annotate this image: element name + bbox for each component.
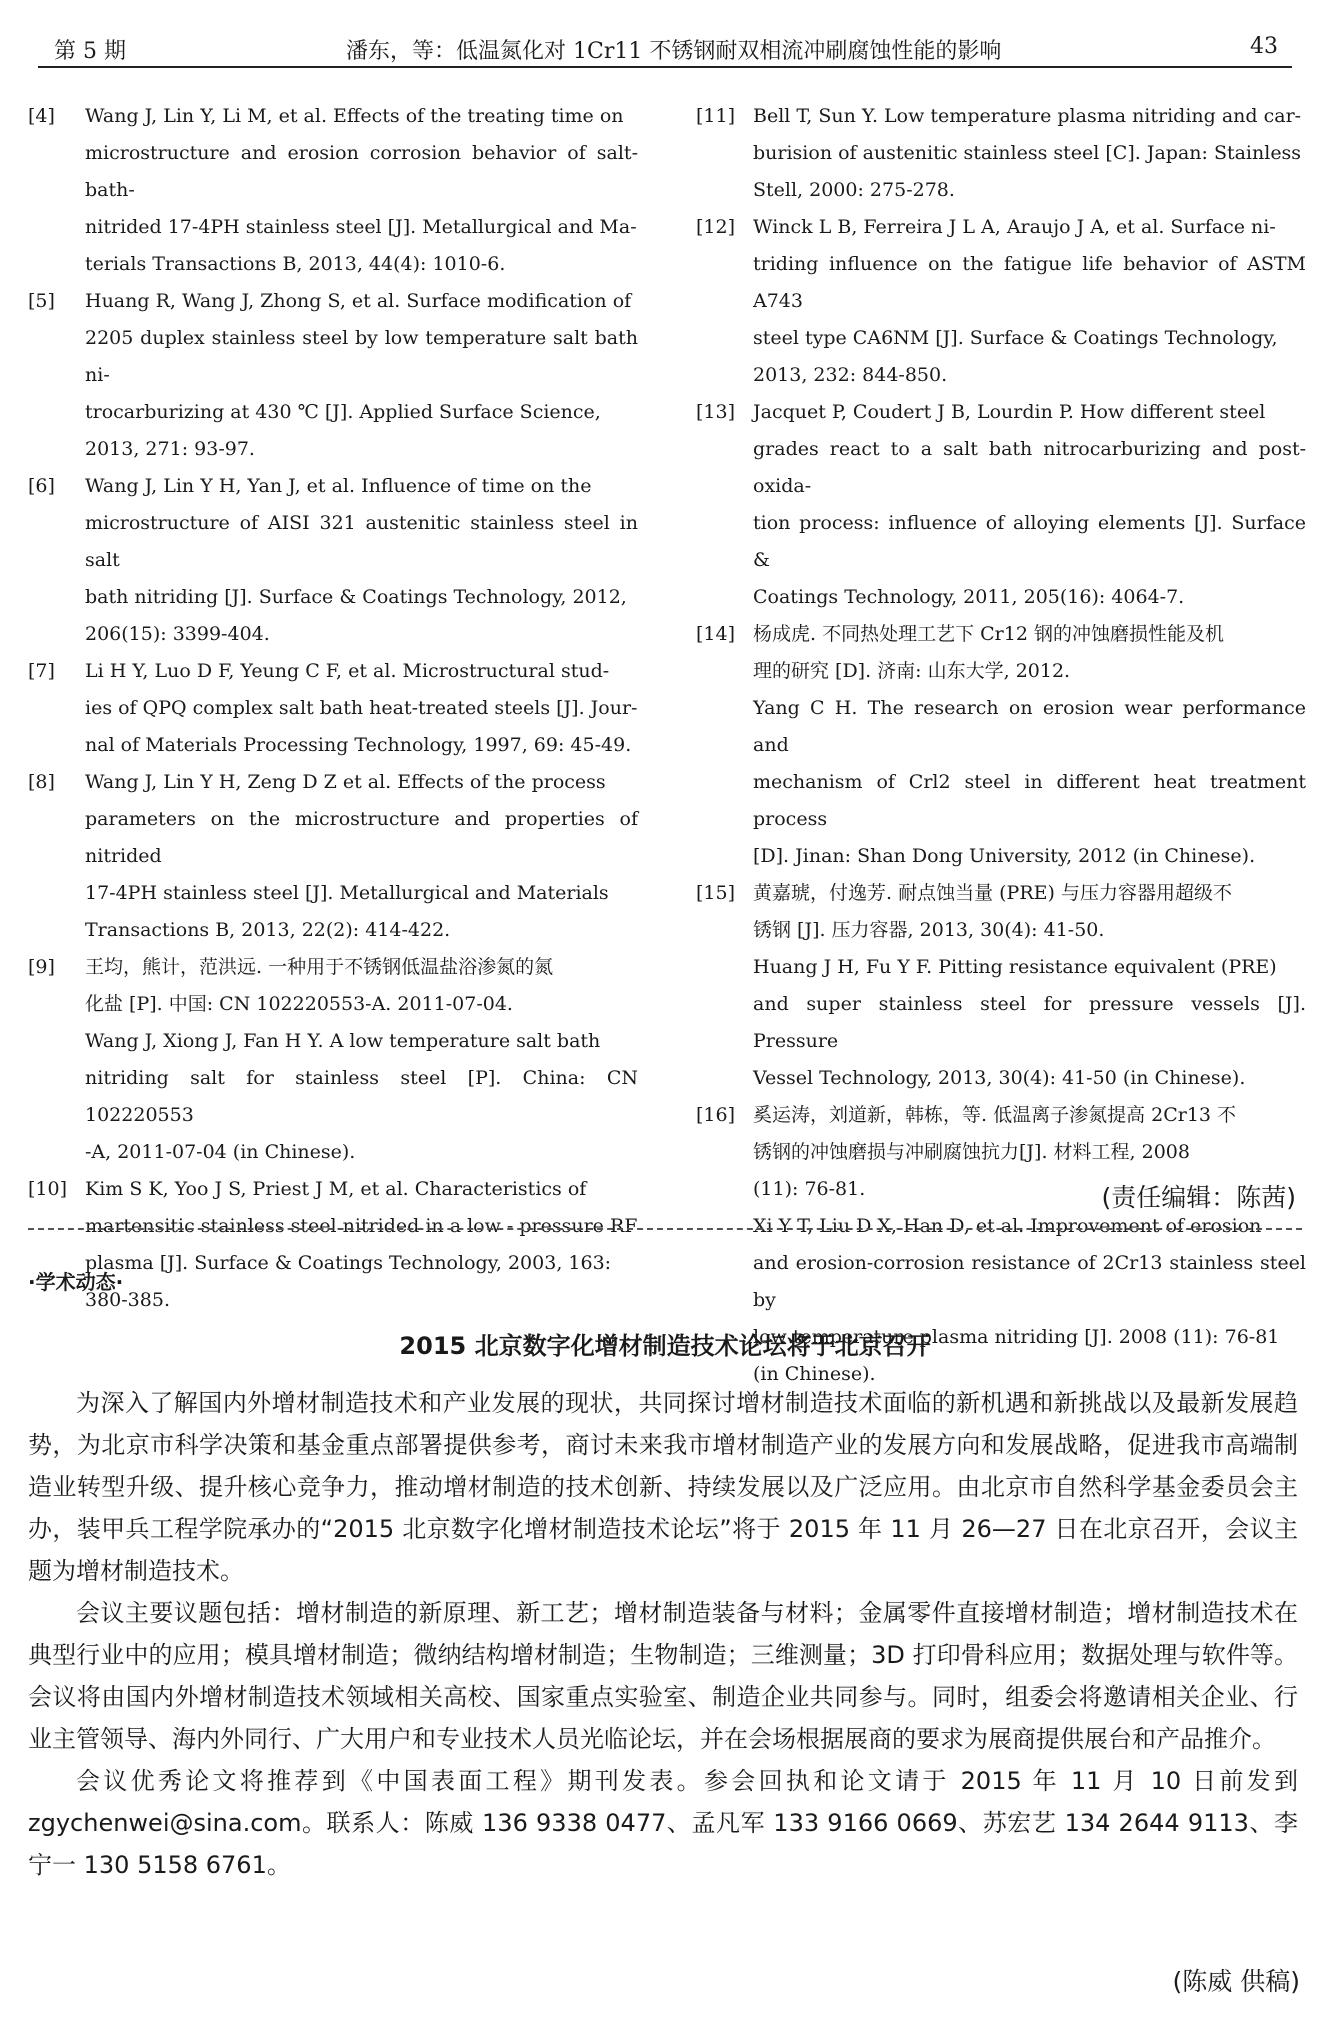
reference-line: terials Transactions B, 2013, 44(4): 1010-6. (85, 253, 506, 275)
reference-text (753, 394, 1306, 616)
reference-text (85, 764, 638, 949)
reference-line: microstructure and erosion corrosion behavior of salt-bath- (85, 142, 638, 201)
reference-line: (in Chinese). (753, 1363, 876, 1385)
reference-line: trocarburizing at 430 ℃ [J]. Applied Surface Science, (85, 401, 601, 423)
news-paragraph: 为深入了解国内外增材制造技术和产业发展的现状，共同探讨增材制造技术面临的新机遇和新挑战以及最新发展趋势，为北京市科学决策和基金重点部署提供参考，商讨未来我市增材制造产业的发展方向和发展战略，促进我市高端制造业转型升级、提升核心竞争力，推动增材制造的技术创新、持续发展以及广泛应用。由北京市自然科学基金委员会主办，装甲兵工程学院承办的“2015 北京数字化增材制造技术论坛”将于 2015 年 11 月 26—27 日在北京召开，会议主题为增材制造技术。 (28, 1389, 1298, 1585)
reference-line: Li H Y, Luo D F, Yeung C F, et al. Microstructural stud- (85, 660, 610, 682)
reference-number: [14] (696, 623, 736, 645)
reference-line: Wang J, Lin Y H, Yan J, et al. Influence of time on the (85, 475, 592, 497)
reference-number: [12] (696, 216, 736, 238)
reference-line: Yang C H. The research on erosion wear performance and (753, 697, 1306, 756)
reference-entry (696, 209, 1306, 394)
reference-text (85, 653, 638, 764)
reference-line: ies of QPQ complex salt bath heat-treated steels [J]. Jour- (85, 697, 638, 719)
reference-line: 锈钢的冲蚀磨损与冲刷腐蚀抗力[J]. 材料工程, 2008 (753, 1141, 1190, 1163)
reference-line: 黄嘉琥，付逸芳. 耐点蚀当量 (PRE) 与压力容器用超级不 (753, 882, 1232, 904)
reference-number: [5] (28, 290, 55, 312)
reference-text (85, 949, 638, 1171)
news-paragraph: 会议优秀论文将推荐到《中国表面工程》期刊发表。参会回执和论文请于 2015 年 11 月 10 日前发到 zgychenwei@sina.com。联系人：陈威 136 9338 0477、孟凡军 133 9166 0669、苏宏艺 134 2644 9113、李宁一 130 5158 6761。 (28, 1767, 1298, 1879)
reference-line: mechanism of Crl2 steel in different heat treatment process (753, 771, 1306, 830)
reference-text (85, 283, 638, 468)
reference-line: Jacquet P, Coudert J B, Lourdin P. How different steel (753, 401, 1266, 423)
news-paragraph: 会议主要议题包括：增材制造的新原理、新工艺；增材制造装备与材料；金属零件直接增材制造；增材制造技术在典型行业中的应用；模具增材制造；微纳结构增材制造；生物制造；三维测量；3D 打印骨科应用；数据处理与软件等。会议将由国内外增材制造技术领域相关高校、国家重点实验室、制造企业共同参与。同时，组委会将邀请相关企业、行业主管领导、海内外同行、广大用户和专业技术人员光临论坛，并在会场根据展商的要求为展商提供展台和产品推介。 (28, 1599, 1298, 1753)
reference-number: [16] (696, 1104, 736, 1126)
reference-column-left (28, 98, 638, 1319)
reference-line: microstructure of AISI 321 austenitic stainless steel in salt (85, 512, 638, 571)
reference-line: 380-385. (85, 1289, 170, 1311)
section-divider (28, 1228, 1302, 1230)
news-title: 2015 北京数字化增材制造技术论坛将于北京召开 (399, 1332, 931, 1360)
reference-text (753, 98, 1306, 209)
reference-number: [6] (28, 475, 55, 497)
reference-number: [7] (28, 660, 55, 682)
reference-number: [15] (696, 882, 736, 904)
reference-line: 2013, 271: 93-97. (85, 438, 255, 460)
news-body (28, 1382, 1298, 1886)
reference-text (753, 209, 1306, 394)
reference-line: martensitic stainless steel nitrided in a low - pressure RF (85, 1215, 638, 1237)
reference-text (753, 875, 1306, 1097)
reference-line: nal of Materials Processing Technology, 1997, 69: 45-49. (85, 734, 632, 756)
reference-line: Winck L B, Ferreira J L A, Araujo J A, et al. Surface ni- (753, 216, 1276, 238)
reference-line: Huang R, Wang J, Zhong S, et al. Surface modification of (85, 290, 632, 312)
reference-line: [D]. Jinan: Shan Dong University, 2012 (in Chinese). (753, 845, 1256, 867)
reference-number: [9] (28, 956, 55, 978)
reference-entry (696, 394, 1306, 616)
reference-line: low temperature plasma nitriding [J]. 2008 (11): 76-81 (753, 1326, 1280, 1348)
reference-line: Wang J, Xiong J, Fan H Y. A low temperature salt bath (85, 1030, 601, 1052)
reference-line: 杨成虎. 不同热处理工艺下 Cr12 钢的冲蚀磨损性能及机 (753, 623, 1224, 645)
reference-line: 17-4PH stainless steel [J]. Metallurgical and Materials (85, 882, 609, 904)
reference-line: 理的研究 [D]. 济南: 山东大学, 2012. (753, 660, 1071, 682)
editor-note: (责任编辑：陈茜) (1101, 1183, 1296, 1212)
reference-number: [11] (696, 105, 736, 127)
reference-line: 206(15): 3399-404. (85, 623, 270, 645)
reference-line: Wang J, Lin Y H, Zeng D Z et al. Effects of the process (85, 771, 606, 793)
reference-entry (696, 98, 1306, 209)
reference-line: nitrided 17-4PH stainless steel [J]. Metallurgical and Ma- (85, 216, 637, 238)
reference-line: Coatings Technology, 2011, 205(16): 4064-7. (753, 586, 1185, 608)
reference-line: -A, 2011-07-04 (in Chinese). (85, 1141, 356, 1163)
reference-number: [4] (28, 105, 55, 127)
reference-line: bath nitriding [J]. Surface & Coatings Technology, 2012, (85, 586, 627, 608)
reference-line: Vessel Technology, 2013, 30(4): 41-50 (in Chinese). (753, 1067, 1246, 1089)
reference-line: triding influence on the fatigue life behavior of ASTM A743 (753, 253, 1306, 312)
reference-line: 奚运涛，刘道新，韩栋，等. 低温离子渗氮提高 2Cr13 不 (753, 1104, 1237, 1126)
reference-entry (28, 468, 638, 653)
reference-line: and erosion-corrosion resistance of 2Cr13 stainless steel by (753, 1252, 1306, 1311)
page-number: 43 (1250, 34, 1278, 59)
reference-line: Xi Y T, Liu D X, Han D, et al. Improvement of erosion (753, 1215, 1262, 1237)
reference-text (85, 98, 638, 283)
reference-line: Transactions B, 2013, 22(2): 414-422. (85, 919, 451, 941)
reference-line: parameters on the microstructure and properties of nitrided (85, 808, 638, 867)
issue-number: 第 5 期 (54, 39, 126, 64)
reference-entry (28, 98, 638, 283)
reference-line: 锈钢 [J]. 压力容器, 2013, 30(4): 41-50. (753, 919, 1105, 941)
reference-number: [8] (28, 771, 55, 793)
reference-entry (28, 653, 638, 764)
news-provider: (陈威 供稿) (1172, 1967, 1300, 1996)
reference-line: Stell, 2000: 275-278. (753, 179, 955, 201)
reference-line: 化盐 [P]. 中国: CN 102220553-A. 2011-07-04. (85, 993, 513, 1015)
reference-text (753, 616, 1306, 875)
reference-line: nitriding salt for stainless steel [P]. China: CN 102220553 (85, 1067, 638, 1126)
reference-entry (696, 616, 1306, 875)
reference-text (85, 468, 638, 653)
reference-line: (11): 76-81. (753, 1178, 866, 1200)
reference-entry (28, 283, 638, 468)
reference-entry (28, 1171, 638, 1319)
reference-line: 2205 duplex stainless steel by low temperature salt bath ni- (85, 327, 638, 386)
reference-line: plasma [J]. Surface & Coatings Technology, 2003, 163: (85, 1252, 612, 1274)
running-header (38, 30, 1292, 68)
column-tag: ·学术动态· (28, 1270, 124, 1294)
reference-line: 2013, 232: 844-850. (753, 364, 948, 386)
reference-line: grades react to a salt bath nitrocarburizing and post-oxida- (753, 438, 1306, 497)
running-title: 潘东，等：低温氮化对 1Cr11 不锈钢耐双相流冲刷腐蚀性能的影响 (346, 39, 1002, 64)
reference-line: Huang J H, Fu Y F. Pitting resistance equivalent (PRE) (753, 956, 1277, 978)
reference-number: [13] (696, 401, 736, 423)
reference-line: tion process: influence of alloying elements [J]. Surface & (753, 512, 1306, 571)
reference-line: burision of austenitic stainless steel [C]. Japan: Stainless (753, 142, 1302, 164)
reference-number: [10] (28, 1178, 68, 1200)
reference-line: 王均，熊计，范洪远. 一种用于不锈钢低温盐浴渗氮的氮 (85, 956, 554, 978)
reference-line: Wang J, Lin Y, Li M, et al. Effects of the treating time on (85, 105, 624, 127)
reference-line: and super stainless steel for pressure vessels [J]. Pressure (753, 993, 1306, 1052)
reference-text (85, 1171, 638, 1319)
reference-line: Bell T, Sun Y. Low temperature plasma nitriding and car- (753, 105, 1302, 127)
reference-line: Kim S K, Yoo J S, Priest J M, et al. Characteristics of (85, 1178, 587, 1200)
reference-entry (696, 875, 1306, 1097)
reference-line: steel type CA6NM [J]. Surface & Coatings Technology, (753, 327, 1278, 349)
reference-entry (28, 949, 638, 1171)
reference-entry (28, 764, 638, 949)
